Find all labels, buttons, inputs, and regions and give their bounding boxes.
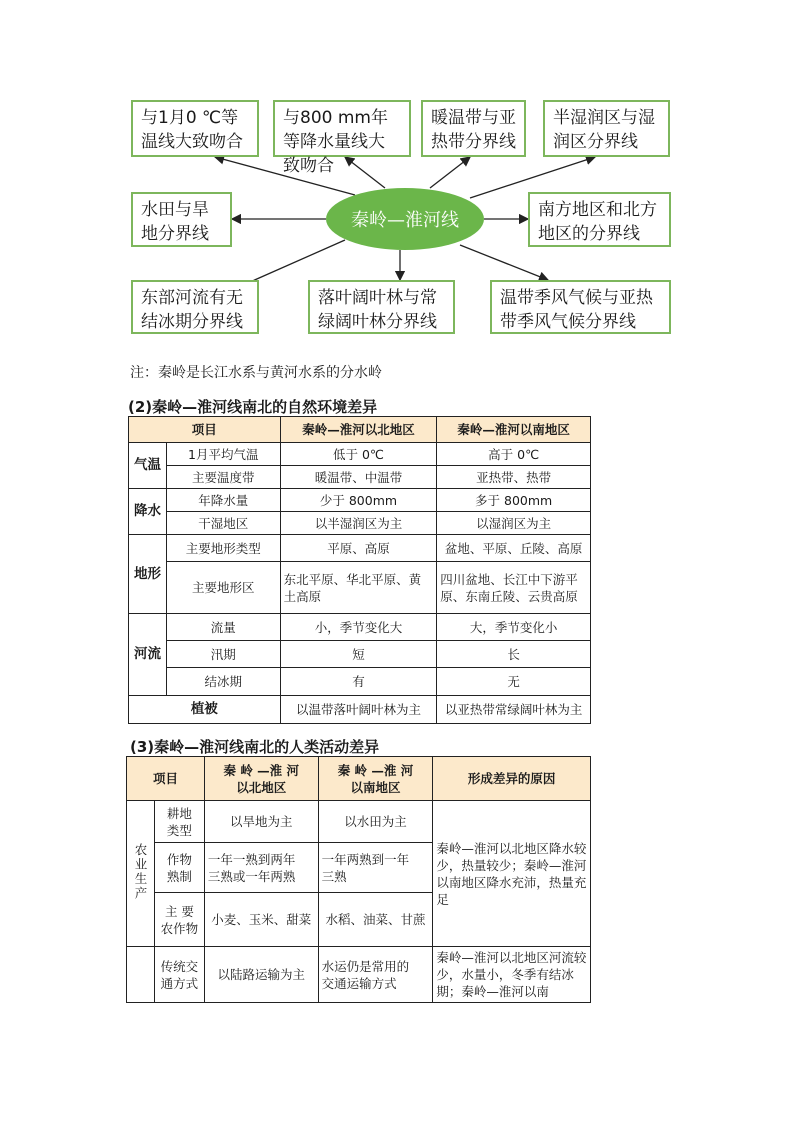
row-label: 结冰期 <box>166 668 280 696</box>
diagram-center-qinling-huaihe: 秦岭—淮河线 <box>326 188 484 250</box>
section3-heading: (3)秦岭—淮河线南北的人类活动差异 <box>130 738 380 756</box>
cell-north: 以陆路运输为主 <box>204 947 318 1003</box>
header-south: 秦 岭 —淮 河 以南地区 <box>318 757 433 801</box>
row-label: 主 要 农作物 <box>154 893 204 947</box>
header-north: 秦岭—淮河以北地区 <box>280 417 437 443</box>
row-label: 干湿地区 <box>166 512 280 535</box>
row-label: 1月平均气温 <box>166 443 280 466</box>
diagram-node-temperature: 与1月0 ℃等温线大致吻合 <box>131 100 259 157</box>
group-vegetation: 植被 <box>129 696 281 724</box>
row-label: 作物 熟制 <box>154 843 204 893</box>
cell-south: 无 <box>437 668 591 696</box>
agri-reason: 秦岭—淮河以北地区降水较少，热量较少；秦岭—淮河以南地区降水充沛，热量充足 <box>433 801 591 947</box>
cell-south: 水稻、油菜、甘蔗 <box>318 893 433 947</box>
cell-north: 一年一熟到两年 三熟或一年两熟 <box>204 843 318 893</box>
agri-label-cell <box>127 801 155 947</box>
diagram-node-climate: 温带季风气候与亚热带季风气候分界线 <box>490 280 671 334</box>
header-item: 项目 <box>129 417 281 443</box>
transport-blank <box>127 947 155 1003</box>
cell-north: 以旱地为主 <box>204 801 318 843</box>
cell-north: 以半湿润区为主 <box>280 512 437 535</box>
cell-south: 一年两熟到一年 三熟 <box>318 843 433 893</box>
row-label: 耕地 类型 <box>154 801 204 843</box>
section2-heading: (2)秦岭—淮河线南北的自然环境差异 <box>128 398 378 416</box>
diagram-node-forest: 落叶阔叶林与常绿阔叶林分界线 <box>308 280 455 334</box>
cell-north: 小麦、玉米、甜菜 <box>204 893 318 947</box>
row-label: 汛期 <box>166 641 280 668</box>
diagram-node-river-ice: 东部河流有无结冰期分界线 <box>131 280 259 334</box>
cell-south: 高于 0℃ <box>437 443 591 466</box>
row-label: 传统交 通方式 <box>154 947 204 1003</box>
cell-north: 暖温带、中温带 <box>280 466 437 489</box>
row-label: 流量 <box>166 614 280 641</box>
transport-reason: 秦岭—淮河以北地区河流较少，水量小，冬季有结冰期；秦岭—淮河以南 <box>433 947 591 1003</box>
group-temperature: 气温 <box>129 443 167 489</box>
cell-north: 低于 0℃ <box>280 443 437 466</box>
cell-north: 有 <box>280 668 437 696</box>
natural-environment-table <box>128 416 591 724</box>
header-south: 秦岭—淮河以南地区 <box>437 417 591 443</box>
header-item: 项目 <box>127 757 205 801</box>
cell-north: 短 <box>280 641 437 668</box>
row-label: 年降水量 <box>166 489 280 512</box>
note-text: 注：秦岭是长江水系与黄河水系的分水岭 <box>130 365 382 381</box>
row-label: 主要温度带 <box>166 466 280 489</box>
cell-south: 长 <box>437 641 591 668</box>
cell-north: 少于 800mm <box>280 489 437 512</box>
group-rivers: 河流 <box>129 614 167 696</box>
diagram-node-humidity: 半湿润区与湿润区分界线 <box>543 100 670 157</box>
diagram-node-paddy: 水田与旱地分界线 <box>131 192 232 247</box>
header-reason: 形成差异的原因 <box>433 757 591 801</box>
cell-south: 以水田为主 <box>318 801 433 843</box>
row-label: 主要地形区 <box>166 562 280 614</box>
cell-south: 盆地、平原、丘陵、高原 <box>437 535 591 562</box>
diagram-node-temperature-zone: 暖温带与亚热带分界线 <box>421 100 526 157</box>
cell-south: 以亚热带常绿阔叶林为主 <box>437 696 591 724</box>
group-precipitation: 降水 <box>129 489 167 535</box>
diagram-node-north-south: 南方地区和北方地区的分界线 <box>528 192 671 247</box>
cell-south: 亚热带、热带 <box>437 466 591 489</box>
cell-north: 以温带落叶阔叶林为主 <box>280 696 437 724</box>
header-north: 秦 岭 —淮 河 以北地区 <box>204 757 318 801</box>
cell-south: 四川盆地、长江中下游平原、东南丘陵、云贵高原 <box>437 562 591 614</box>
cell-north: 平原、高原 <box>280 535 437 562</box>
cell-south: 以湿润区为主 <box>437 512 591 535</box>
cell-south: 水运仍是常用的 交通运输方式 <box>318 947 433 1003</box>
human-activity-table <box>126 756 591 1003</box>
cell-north: 东北平原、华北平原、黄土高原 <box>280 562 437 614</box>
diagram-node-precipitation: 与800 mm年等降水量线大致吻合 <box>273 100 411 157</box>
cell-south: 大，季节变化小 <box>437 614 591 641</box>
row-label: 主要地形类型 <box>166 535 280 562</box>
agri-label: 农业生产 <box>132 842 148 901</box>
cell-north: 小，季节变化大 <box>280 614 437 641</box>
group-terrain: 地形 <box>129 535 167 614</box>
cell-south: 多于 800mm <box>437 489 591 512</box>
